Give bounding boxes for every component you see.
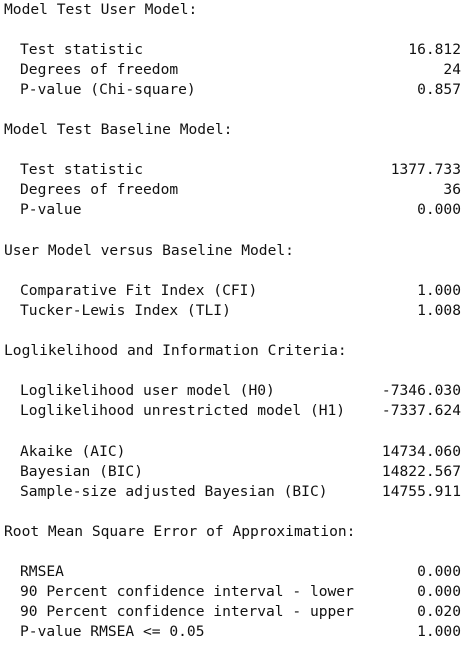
stat-value: 1.008 [417,302,461,319]
stat-value: -7346.030 [381,382,461,399]
stat-label: 90 Percent confidence interval - upper [20,603,354,620]
stat-value: 14755.911 [381,483,461,500]
stat-value: 1377.733 [390,161,461,178]
stat-value: 36 [443,181,461,198]
stat-value: 16.812 [408,41,461,58]
stat-value: 14822.567 [381,463,461,480]
stat-row [20,200,461,220]
stat-label: Bayesian (BIC) [20,463,144,480]
stat-row [20,281,461,301]
stat-value: -7337.624 [381,402,461,419]
stat-label: Loglikelihood unrestricted model (H1) [20,402,346,419]
stat-label: Comparative Fit Index (CFI) [20,282,258,299]
stat-value: 1.000 [417,623,461,640]
stat-label: P-value (Chi-square) [20,81,196,98]
stat-value: 0.000 [417,563,461,580]
section-title-rmsea: Root Mean Square Error of Approximation: [4,523,356,540]
stat-label: P-value [20,201,82,218]
stat-value: 1.000 [417,282,461,299]
stat-row [20,582,461,602]
stat-row [20,40,461,60]
stat-row [20,160,461,180]
stat-label: Degrees of freedom [20,181,179,198]
stat-label: Test statistic [20,161,144,178]
stat-label: Tucker-Lewis Index (TLI) [20,302,231,319]
stat-row [20,622,461,642]
section-title-user-vs-baseline: User Model versus Baseline Model: [4,242,294,259]
stat-label: RMSEA [20,563,64,580]
stat-row [20,442,461,462]
stat-label: Loglikelihood user model (H0) [20,382,275,399]
stat-row [20,381,461,401]
stat-label: Sample-size adjusted Bayesian (BIC) [20,483,328,500]
stat-row [20,482,461,502]
stat-value: 24 [443,61,461,78]
stat-value: 14734.060 [381,443,461,460]
stat-row [20,80,461,100]
stat-label: P-value RMSEA <= 0.05 [20,623,205,640]
stat-value: 0.020 [417,603,461,620]
stat-label: Test statistic [20,41,144,58]
stat-label: 90 Percent confidence interval - lower [20,583,354,600]
section-title-loglikelihood: Loglikelihood and Information Criteria: [4,342,347,359]
stat-label: Akaike (AIC) [20,443,126,460]
section-title-user-model-test: Model Test User Model: [4,1,198,18]
section-title-baseline-model-test: Model Test Baseline Model: [4,121,233,138]
stat-value: 0.000 [417,583,461,600]
stat-row [20,562,461,582]
stat-row [20,180,461,200]
stat-label: Degrees of freedom [20,61,179,78]
stat-row [20,462,461,482]
stat-value: 0.000 [417,201,461,218]
stat-row [20,301,461,321]
stat-row [20,602,461,622]
stat-row [20,401,461,421]
stat-value: 0.857 [417,81,461,98]
stat-row [20,60,461,80]
